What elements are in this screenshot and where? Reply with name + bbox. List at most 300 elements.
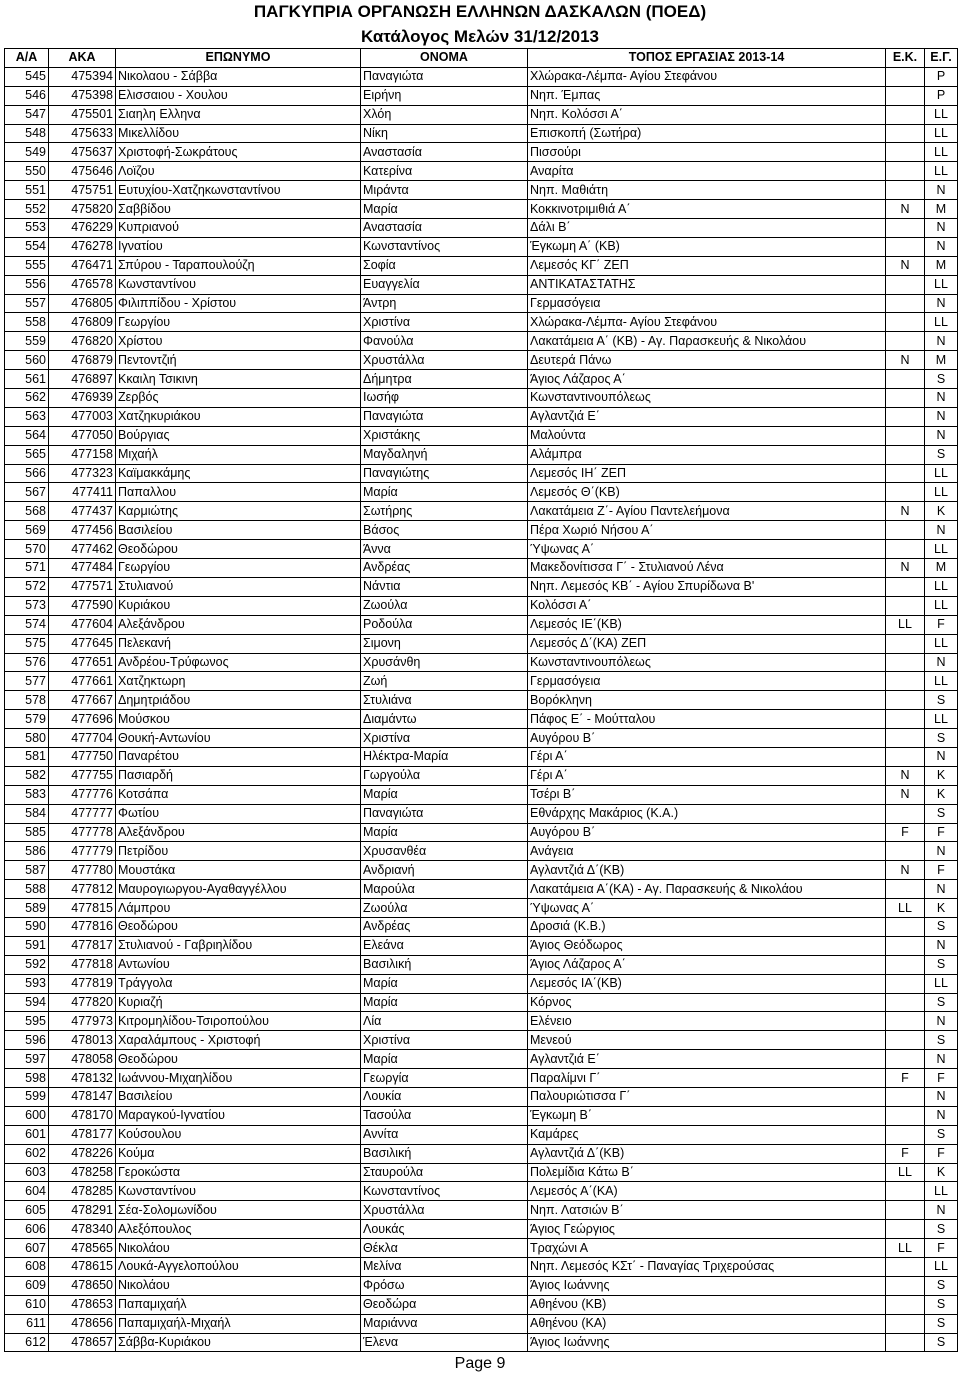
workplace-cell: Βορόκληνη [528,691,886,710]
aka-cell: 477003 [49,407,116,426]
first-name-cell: Σωτήρης [361,502,528,521]
first-name-cell: Κωνσταντίνος [361,237,528,256]
ek-cell [886,1276,925,1295]
row-number-cell: 572 [5,577,49,596]
ek-cell: N [886,200,925,219]
first-name-cell: Μαρία [361,785,528,804]
row-number-cell: 574 [5,615,49,634]
workplace-cell: Τραχώνι Α [528,1239,886,1258]
workplace-cell: Αυγόρου Β΄ [528,729,886,748]
table-row [5,559,958,578]
aka-cell: 478656 [49,1314,116,1333]
ek-cell [886,105,925,124]
first-name-cell: Ζωή [361,672,528,691]
ek-cell [886,1295,925,1314]
row-number-cell: 604 [5,1182,49,1201]
eg-cell: N [925,880,958,899]
first-name-cell: Ζωούλα [361,596,528,615]
table-row [5,766,958,785]
ek-cell [886,1031,925,1050]
surname-cell: Παπαλλου [116,483,361,502]
eg-cell: P [925,86,958,105]
row-number-cell: 577 [5,672,49,691]
aka-cell: 477704 [49,729,116,748]
ek-cell [886,237,925,256]
eg-cell: N [925,1012,958,1031]
surname-cell: Λουκά-Αγγελοπούλου [116,1258,361,1277]
table-row [5,1144,958,1163]
aka-cell: 477484 [49,559,116,578]
eg-cell: S [925,1220,958,1239]
first-name-cell: Βάσος [361,521,528,540]
workplace-cell: Γέρι Α΄ [528,747,886,766]
workplace-cell: Πέρα Χωριό Νήσου Α΄ [528,521,886,540]
table-row [5,1258,958,1277]
first-name-cell: Μαριάννα [361,1314,528,1333]
first-name-cell: Δήμητρα [361,370,528,389]
ek-cell [886,407,925,426]
row-number-cell: 567 [5,483,49,502]
workplace-cell: Άγιος Ιωάννης [528,1333,886,1352]
aka-cell: 478565 [49,1239,116,1258]
surname-cell: Μιχαήλ [116,445,361,464]
ek-cell [886,710,925,729]
eg-cell: K [925,899,958,918]
aka-cell: 478013 [49,1031,116,1050]
workplace-cell: Ύψωνας Α΄ [528,540,886,559]
first-name-cell: Παναγιώτα [361,67,528,86]
aka-cell: 476897 [49,370,116,389]
table-row [5,237,958,256]
workplace-cell: Κοκκινοτριμιθιά Α΄ [528,200,886,219]
aka-cell: 477661 [49,672,116,691]
workplace-cell: Δευτερά Πάνω [528,351,886,370]
first-name-cell: Ηλέκτρα-Μαρία [361,747,528,766]
table-row [5,861,958,880]
workplace-cell: Έγκωμη Β΄ [528,1106,886,1125]
surname-cell: Αλεξάνδρου [116,615,361,634]
row-number-cell: 553 [5,219,49,238]
ek-cell: F [886,1069,925,1088]
eg-cell: N [925,426,958,445]
first-name-cell: Μαρία [361,200,528,219]
first-name-cell: Χριστίνα [361,313,528,332]
eg-cell: F [925,1069,958,1088]
ek-cell [886,993,925,1012]
first-name-cell: Στυλιάνα [361,691,528,710]
table-row [5,993,958,1012]
surname-cell: Καϊμακκάμης [116,464,361,483]
column-header: Α/Α [5,49,49,68]
ek-cell [886,86,925,105]
workplace-cell: Λεμεσός Θ΄(ΚΒ) [528,483,886,502]
ek-cell: F [886,823,925,842]
surname-cell: Βασιλείου [116,1087,361,1106]
row-number-cell: 609 [5,1276,49,1295]
eg-cell: LL [925,313,958,332]
eg-cell: N [925,332,958,351]
table-row [5,955,958,974]
workplace-cell: Αγλαντζιά Δ΄(ΚΒ) [528,1144,886,1163]
first-name-cell: Σοφία [361,256,528,275]
table-row [5,1163,958,1182]
aka-cell: 477755 [49,766,116,785]
eg-cell: N [925,842,958,861]
ek-cell [886,313,925,332]
ek-cell [886,842,925,861]
table-row [5,219,958,238]
row-number-cell: 600 [5,1106,49,1125]
eg-cell: S [925,1314,958,1333]
surname-cell: Παναρέτου [116,747,361,766]
surname-cell: Θεοδώρου [116,917,361,936]
surname-cell: Ιωάννου-Μιχαηλίδου [116,1069,361,1088]
table-row [5,804,958,823]
ek-cell [886,1106,925,1125]
table-row [5,936,958,955]
row-number-cell: 602 [5,1144,49,1163]
surname-cell: Χριστοφή-Σωκράτους [116,143,361,162]
table-row [5,67,958,86]
first-name-cell: Έλενα [361,1333,528,1352]
row-number-cell: 599 [5,1087,49,1106]
workplace-cell: Άγιος Θεόδωρος [528,936,886,955]
row-number-cell: 597 [5,1050,49,1069]
table-row [5,1087,958,1106]
first-name-cell: Μαγδαληνή [361,445,528,464]
column-header: ΕΠΩΝΥΜΟ [116,49,361,68]
page-number: Page 9 [454,1355,506,1372]
aka-cell: 477645 [49,634,116,653]
ek-cell: LL [886,899,925,918]
surname-cell: Φωτίου [116,804,361,823]
first-name-cell: Νάντια [361,577,528,596]
row-number-cell: 550 [5,162,49,181]
aka-cell: 477462 [49,540,116,559]
aka-cell: 476578 [49,275,116,294]
row-number-cell: 589 [5,899,49,918]
surname-cell: Νικολάου [116,1276,361,1295]
workplace-cell: Νηπ. Κολόσσι Α΄ [528,105,886,124]
ek-cell: N [886,766,925,785]
eg-cell: N [925,219,958,238]
workplace-cell: Λακατάμεια Α΄ (ΚΒ) - Αγ. Παρασκευής & Νικολάου [528,332,886,351]
aka-cell: 477817 [49,936,116,955]
surname-cell: Ζερβός [116,389,361,408]
first-name-cell: Χριστίνα [361,729,528,748]
row-number-cell: 570 [5,540,49,559]
first-name-cell: Βασιλική [361,1144,528,1163]
surname-cell: Γεωργίου [116,559,361,578]
table-row [5,1314,958,1333]
workplace-cell: Λεμεσός ΙΗ΄ ΖΕΠ [528,464,886,483]
first-name-cell: Κωνσταντίνος [361,1182,528,1201]
ek-cell: LL [886,1239,925,1258]
ek-cell [886,747,925,766]
workplace-cell: Αθηένου (ΚΑ) [528,1314,886,1333]
first-name-cell: Αναστασία [361,219,528,238]
ek-cell [886,1201,925,1220]
eg-cell: S [925,1276,958,1295]
table-row [5,426,958,445]
aka-cell: 476278 [49,237,116,256]
surname-cell: Στυλιανού [116,577,361,596]
table-row [5,483,958,502]
ek-cell [886,917,925,936]
first-name-cell: Αναστασία [361,143,528,162]
row-number-cell: 584 [5,804,49,823]
workplace-cell: Λεμεσός Δ΄(ΚΑ) ΖΕΠ [528,634,886,653]
surname-cell: Κυπριανού [116,219,361,238]
workplace-cell: Γέρι Α΄ [528,766,886,785]
aka-cell: 477437 [49,502,116,521]
table-row [5,389,958,408]
table-row [5,143,958,162]
aka-cell: 478653 [49,1295,116,1314]
workplace-cell: Δάλι Β΄ [528,219,886,238]
aka-cell: 478291 [49,1201,116,1220]
row-number-cell: 586 [5,842,49,861]
aka-cell: 477780 [49,861,116,880]
surname-cell: Πετρίδου [116,842,361,861]
first-name-cell: Χριστάκης [361,426,528,445]
surname-cell: Αλεξόπουλος [116,1220,361,1239]
eg-cell: N [925,1050,958,1069]
first-name-cell: Θέκλα [361,1239,528,1258]
aka-cell: 476229 [49,219,116,238]
aka-cell: 477777 [49,804,116,823]
surname-cell: Κυριάκου [116,596,361,615]
eg-cell: S [925,1031,958,1050]
first-name-cell: Άντρη [361,294,528,313]
surname-cell: Αλεξάνδρου [116,823,361,842]
ek-cell [886,370,925,389]
table-row [5,256,958,275]
ek-cell: LL [886,615,925,634]
first-name-cell: Ροδούλα [361,615,528,634]
eg-cell: M [925,559,958,578]
surname-cell: Παπαμιχαήλ-Μιχαήλ [116,1314,361,1333]
workplace-cell: Κωνσταντινουπόλεως [528,389,886,408]
table-row [5,710,958,729]
eg-cell: S [925,955,958,974]
first-name-cell: Ανδρέας [361,559,528,578]
eg-cell: N [925,1201,958,1220]
table-row [5,596,958,615]
first-name-cell: Διαμάντω [361,710,528,729]
surname-cell: Μικελλίδου [116,124,361,143]
table-row [5,1239,958,1258]
eg-cell: LL [925,124,958,143]
ek-cell [886,445,925,464]
eg-cell: LL [925,634,958,653]
ek-cell [886,521,925,540]
aka-cell: 476809 [49,313,116,332]
column-header: ΑΚΑ [49,49,116,68]
aka-cell: 477667 [49,691,116,710]
ek-cell: N [886,502,925,521]
surname-cell: Θεοδώρου [116,1050,361,1069]
eg-cell: N [925,936,958,955]
surname-cell: Κούσουλου [116,1125,361,1144]
aka-cell: 475820 [49,200,116,219]
ek-cell [886,389,925,408]
ek-cell: N [886,559,925,578]
table-row [5,577,958,596]
eg-cell: F [925,823,958,842]
row-number-cell: 581 [5,747,49,766]
ek-cell [886,936,925,955]
aka-cell: 478285 [49,1182,116,1201]
ek-cell [886,974,925,993]
workplace-cell: Έγκωμη Α΄ (ΚΒ) [528,237,886,256]
workplace-cell: Λακατάμεια Ζ΄- Αγίου Παντελεήμονα [528,502,886,521]
first-name-cell: Παναγιώτα [361,804,528,823]
table-row [5,1295,958,1314]
aka-cell: 478132 [49,1069,116,1088]
surname-cell: Πασιαρδή [116,766,361,785]
workplace-cell: Αγλαντζιά Δ΄(ΚΒ) [528,861,886,880]
ek-cell [886,1182,925,1201]
row-number-cell: 598 [5,1069,49,1088]
row-number-cell: 545 [5,67,49,86]
table-row [5,1276,958,1295]
eg-cell: N [925,294,958,313]
row-number-cell: 608 [5,1258,49,1277]
eg-cell: F [925,1144,958,1163]
ek-cell [886,729,925,748]
aka-cell: 477818 [49,955,116,974]
surname-cell: Γεροκώστα [116,1163,361,1182]
first-name-cell: Θεοδώρα [361,1295,528,1314]
workplace-cell: Αυγόρου Β΄ [528,823,886,842]
table-row [5,540,958,559]
first-name-cell: Σιμονη [361,634,528,653]
table-row [5,880,958,899]
aka-cell: 477050 [49,426,116,445]
aka-cell: 478258 [49,1163,116,1182]
eg-cell: S [925,691,958,710]
surname-cell: Κωνσταντίνου [116,275,361,294]
table-row [5,1031,958,1050]
first-name-cell: Γωργούλα [361,766,528,785]
table-row [5,1125,958,1144]
workplace-cell: ΑΝΤΙΚΑΤΑΣΤΑΤΗΣ [528,275,886,294]
first-name-cell: Μαρούλα [361,880,528,899]
eg-cell: S [925,1125,958,1144]
first-name-cell: Μαρία [361,993,528,1012]
surname-cell: Κυριαζή [116,993,361,1012]
first-name-cell: Λουκάς [361,1220,528,1239]
row-number-cell: 552 [5,200,49,219]
ek-cell [886,634,925,653]
first-name-cell: Κατερίνα [361,162,528,181]
row-number-cell: 578 [5,691,49,710]
table-header-row [5,49,958,68]
eg-cell: LL [925,143,958,162]
table-row [5,1069,958,1088]
ek-cell: N [886,256,925,275]
aka-cell: 478177 [49,1125,116,1144]
first-name-cell: Μαρία [361,823,528,842]
workplace-cell: Καμάρες [528,1125,886,1144]
workplace-cell: Λεμεσός ΙΑ΄(ΚΒ) [528,974,886,993]
row-number-cell: 592 [5,955,49,974]
workplace-cell: Πολεμίδια Κάτω Β΄ [528,1163,886,1182]
row-number-cell: 558 [5,313,49,332]
ek-cell [886,275,925,294]
eg-cell: N [925,521,958,540]
surname-cell: Ευτυχίου-Χατζηκωνσταντίνου [116,181,361,200]
workplace-cell: Λεμεσός Α΄(ΚΑ) [528,1182,886,1201]
surname-cell: Πελεκανή [116,634,361,653]
surname-cell: Νικολαου - Σάββα [116,67,361,86]
eg-cell: S [925,804,958,823]
first-name-cell: Μιράντα [361,181,528,200]
first-name-cell: Τασούλα [361,1106,528,1125]
row-number-cell: 566 [5,464,49,483]
ek-cell [886,1258,925,1277]
aka-cell: 477590 [49,596,116,615]
first-name-cell: Λουκία [361,1087,528,1106]
eg-cell: F [925,615,958,634]
table-row [5,729,958,748]
ek-cell: F [886,1144,925,1163]
workplace-cell: Κόρνος [528,993,886,1012]
table-row [5,445,958,464]
eg-cell: N [925,747,958,766]
table-row [5,200,958,219]
eg-cell: LL [925,710,958,729]
row-number-cell: 575 [5,634,49,653]
row-number-cell: 556 [5,275,49,294]
table-row [5,1201,958,1220]
surname-cell: Μουστάκα [116,861,361,880]
row-number-cell: 612 [5,1333,49,1352]
ek-cell [886,426,925,445]
eg-cell: M [925,256,958,275]
surname-cell: Σιαηλη Ελληνα [116,105,361,124]
workplace-cell: Χλώρακα-Λέμπα- Αγίου Στεφάνου [528,313,886,332]
first-name-cell: Μαρία [361,974,528,993]
first-name-cell: Μαρία [361,483,528,502]
workplace-cell: Μακεδονίτισσα Γ΄ - Στυλιανού Λένα [528,559,886,578]
aka-cell: 477323 [49,464,116,483]
workplace-cell: Αγλαντζιά Ε΄ [528,407,886,426]
row-number-cell: 549 [5,143,49,162]
row-number-cell: 546 [5,86,49,105]
eg-cell: LL [925,974,958,993]
surname-cell: Μούσκου [116,710,361,729]
eg-cell: N [925,237,958,256]
row-number-cell: 576 [5,653,49,672]
table-row [5,823,958,842]
eg-cell: S [925,993,958,1012]
surname-cell: Πεντοντζιή [116,351,361,370]
row-number-cell: 554 [5,237,49,256]
table-row [5,464,958,483]
row-number-cell: 593 [5,974,49,993]
table-row [5,974,958,993]
surname-cell: Καρμιώτης [116,502,361,521]
row-number-cell: 590 [5,917,49,936]
table-row [5,86,958,105]
surname-cell: Παπαμιχαήλ [116,1295,361,1314]
table-row [5,691,958,710]
eg-cell: N [925,181,958,200]
eg-cell: N [925,1106,958,1125]
aka-cell: 477776 [49,785,116,804]
